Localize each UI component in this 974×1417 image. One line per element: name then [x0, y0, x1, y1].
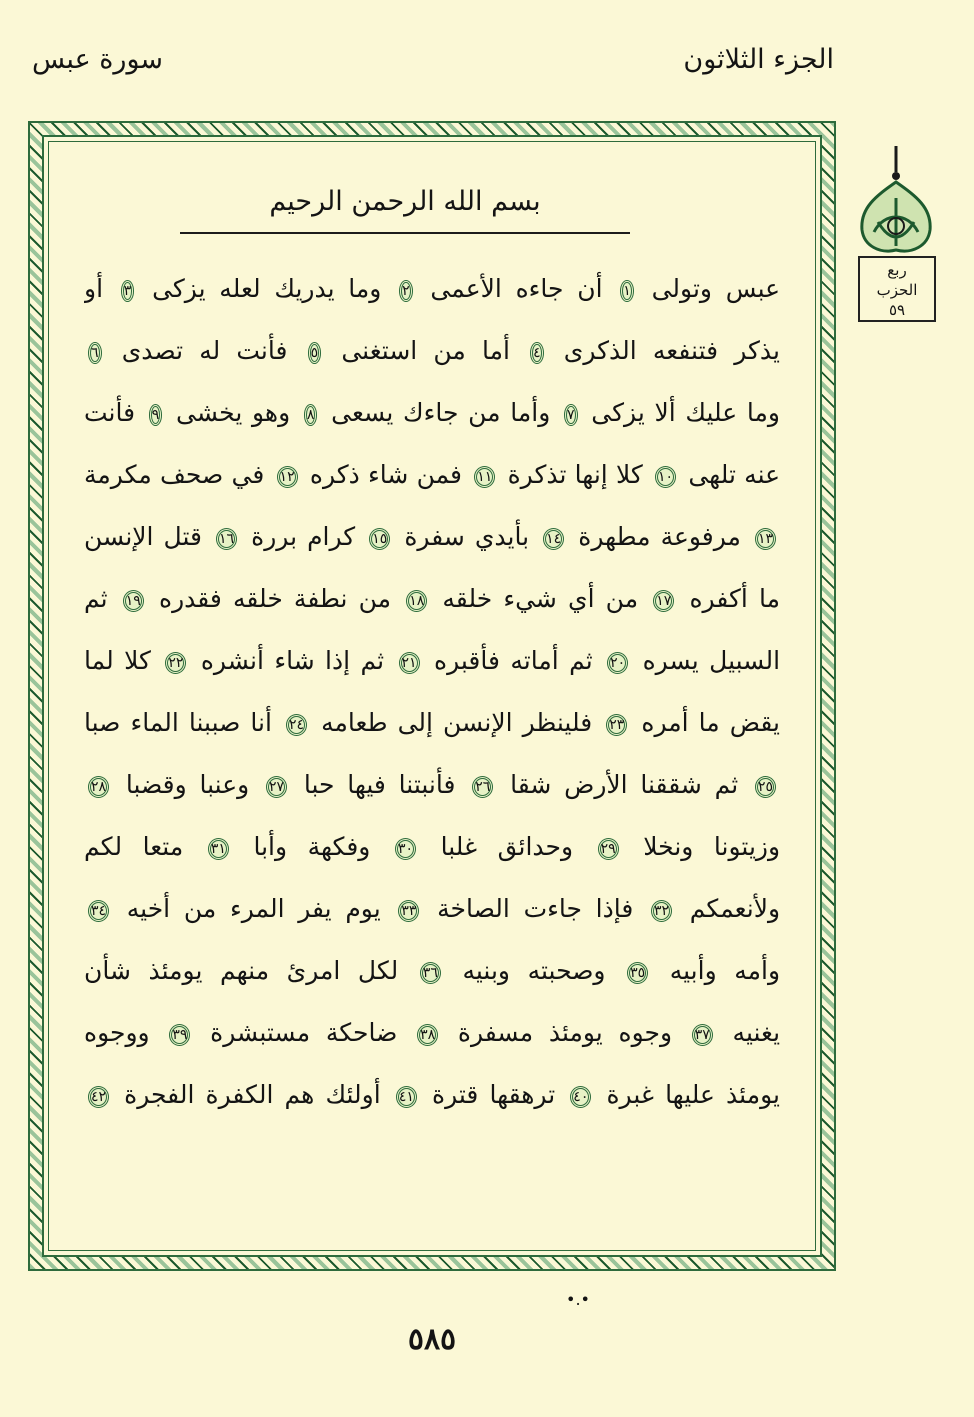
verse-line	[84, 816, 780, 878]
ayah-number-marker: ١٤	[543, 528, 564, 550]
ayah-number-marker: ٢٨	[88, 776, 109, 798]
ayah-number-marker: ٣٩	[169, 1024, 190, 1046]
verse-text: وفكهة وأبا	[253, 832, 371, 861]
hizb-ornament-icon	[856, 146, 936, 256]
verse-text: يقض ما أمره	[641, 708, 780, 737]
ayah-number-marker: ١٧	[653, 590, 674, 612]
verse-text: أولئك هم الكفرة الفجرة	[124, 1080, 381, 1109]
ayah-number-marker: ٢٤	[286, 714, 307, 736]
verse-text: وهو يخشى	[176, 398, 291, 427]
verse-text: فأنت له تصدى	[121, 336, 288, 365]
verse-line	[84, 382, 780, 444]
verse-text: قتل الإنسن	[84, 522, 202, 551]
ayah-number-marker: ٣٨	[417, 1024, 438, 1046]
verse-text: كلا إنها تذكرة	[507, 460, 643, 489]
verse-text: يومئذ عليها غبرة	[606, 1080, 780, 1109]
hizb-label-quarter: ربع	[887, 261, 907, 279]
verse-line	[84, 692, 780, 754]
verse-text: ووجوه	[84, 1018, 150, 1047]
ayah-number-marker: ١	[620, 280, 634, 302]
verse-text: فلينظر الإنسن إلى طعامه	[321, 708, 593, 737]
verse-text: عبس وتولى	[651, 274, 780, 303]
verse-line	[84, 506, 780, 568]
verse-line	[84, 630, 780, 692]
verse-text: أنا صببنا الماء صبا	[84, 708, 272, 737]
juz-header: الجزء الثلاثون	[683, 44, 834, 75]
verse-line	[84, 444, 780, 506]
verse-text: من أي شيء خلقه	[442, 584, 639, 613]
verse-text: مرفوعة مطهرة	[578, 522, 741, 551]
ayah-number-marker: ٤	[530, 342, 544, 364]
ayah-number-marker: ٣٣	[398, 900, 419, 922]
verse-text: فمن شاء ذكره	[309, 460, 463, 489]
page-number: ٥٨٥	[407, 1322, 457, 1357]
verse-text: من نطفة خلقه فقدره	[158, 584, 392, 613]
verse-line	[84, 320, 780, 382]
verse-text: كرام بررة	[251, 522, 356, 551]
verse-text: أن جاءه الأعمى	[430, 274, 603, 303]
verse-text: ما أكفره	[689, 584, 780, 613]
hizb-label: الحزب	[876, 281, 918, 299]
verse-text: يغنيه	[732, 1018, 780, 1047]
verse-text: فأنبتنا فيها حبا	[303, 770, 456, 799]
verse-text: يوم يفر المرء من أخيه	[126, 894, 381, 923]
verse-text: ولأنعمكم	[689, 894, 780, 923]
ayah-number-marker: ٣٢	[651, 900, 672, 922]
ayah-number-marker: ٤٢	[88, 1086, 109, 1108]
ayah-number-marker: ٢٥	[755, 776, 776, 798]
ayah-number-marker: ٧	[564, 404, 578, 426]
verse-text: وعنبا وقضبا	[125, 770, 250, 799]
verse-text: وجوه يومئذ مسفرة	[457, 1018, 673, 1047]
verse-text: متعا لكم	[84, 832, 184, 861]
verse-text: بأيدي سفرة	[404, 522, 530, 551]
ayah-number-marker: ٣	[121, 280, 135, 302]
verse-text: فأنت	[84, 398, 136, 427]
ayah-number-marker: ١٥	[369, 528, 390, 550]
ayah-number-marker: ٣١	[208, 838, 229, 860]
verse-text: ضاحكة مستبشرة	[210, 1018, 398, 1047]
verse-text: في صحف مكرمة	[84, 460, 265, 489]
verse-text: وما يدريك لعله يزكى	[152, 274, 382, 303]
verse-line	[84, 1002, 780, 1064]
ayah-number-marker: ٣٧	[692, 1024, 713, 1046]
verse-text: السبيل يسره	[642, 646, 780, 675]
verse-text: أو	[84, 274, 104, 303]
hizb-number: ٥٩	[888, 301, 906, 319]
ayah-number-marker: ٥	[308, 342, 322, 364]
verse-text: عنه تلهى	[688, 460, 780, 489]
ayah-number-marker: ٣٥	[627, 962, 648, 984]
verse-lines	[84, 258, 780, 1126]
verse-text: ترهقها قترة	[431, 1080, 556, 1109]
ayah-number-marker: ٢	[399, 280, 413, 302]
verse-text: وصحبته وبنيه	[462, 956, 606, 985]
ayah-number-marker: ١٨	[406, 590, 427, 612]
ayah-number-marker: ٨	[304, 404, 318, 426]
verse-text: ثم	[84, 584, 108, 613]
verse-text: ثم شققنا الأرض شقا	[510, 770, 739, 799]
verse-text: ثم أماته فأقبره	[433, 646, 593, 675]
verse-text: وزيتونا ونخلا	[643, 832, 780, 861]
verse-text: أما من استغنى	[341, 336, 510, 365]
ayah-number-marker: ٢٦	[472, 776, 493, 798]
verse-line	[84, 258, 780, 320]
ayah-number-marker: ٢٠	[607, 652, 628, 674]
verse-text: فإذا جاءت الصاخة	[437, 894, 634, 923]
verse-text: وأمه وأبيه	[669, 956, 780, 985]
ayah-number-marker: ١٣	[755, 528, 776, 550]
ayah-number-marker: ١١	[474, 466, 495, 488]
decorative-dots: •.•	[566, 1290, 590, 1309]
basmala: بسم الله الرحمن الرحيم	[180, 186, 630, 234]
verse-line	[84, 1064, 780, 1126]
verse-line	[84, 940, 780, 1002]
verse-text: ثم إذا شاء أنشره	[200, 646, 385, 675]
ayah-number-marker: ١٦	[216, 528, 237, 550]
ayah-number-marker: ٢٣	[606, 714, 627, 736]
ayah-number-marker: ١٩	[123, 590, 144, 612]
ayah-number-marker: ٤١	[396, 1086, 417, 1108]
hizb-marker	[858, 256, 936, 322]
verse-text: يذكر فتنفعه الذكرى	[563, 336, 780, 365]
verse-text: وما عليك ألا يزكى	[591, 398, 780, 427]
ayah-number-marker: ٣٠	[395, 838, 416, 860]
verse-text: لكل امرئ منهم يومئذ شأن	[84, 956, 399, 985]
verse-line	[84, 878, 780, 940]
verse-text: كلا لما	[84, 646, 151, 675]
ayah-number-marker: ١٢	[277, 466, 298, 488]
ayah-number-marker: ٢١	[399, 652, 420, 674]
ayah-number-marker: ٣٤	[88, 900, 109, 922]
verse-text: وحدائق غلبا	[440, 832, 574, 861]
verse-line	[84, 754, 780, 816]
ayah-number-marker: ٢٩	[598, 838, 619, 860]
ayah-number-marker: ٣٦	[420, 962, 441, 984]
ayah-number-marker: ١٠	[655, 466, 676, 488]
ayah-number-marker: ٦	[88, 342, 102, 364]
ayah-number-marker: ٢٧	[266, 776, 287, 798]
ayah-number-marker: ٩	[149, 404, 163, 426]
verse-text: وأما من جاءك يسعى	[331, 398, 551, 427]
surah-header: سورة عبس	[32, 44, 164, 75]
ayah-number-marker: ٢٢	[165, 652, 186, 674]
ayah-number-marker: ٤٠	[570, 1086, 591, 1108]
verse-line	[84, 568, 780, 630]
